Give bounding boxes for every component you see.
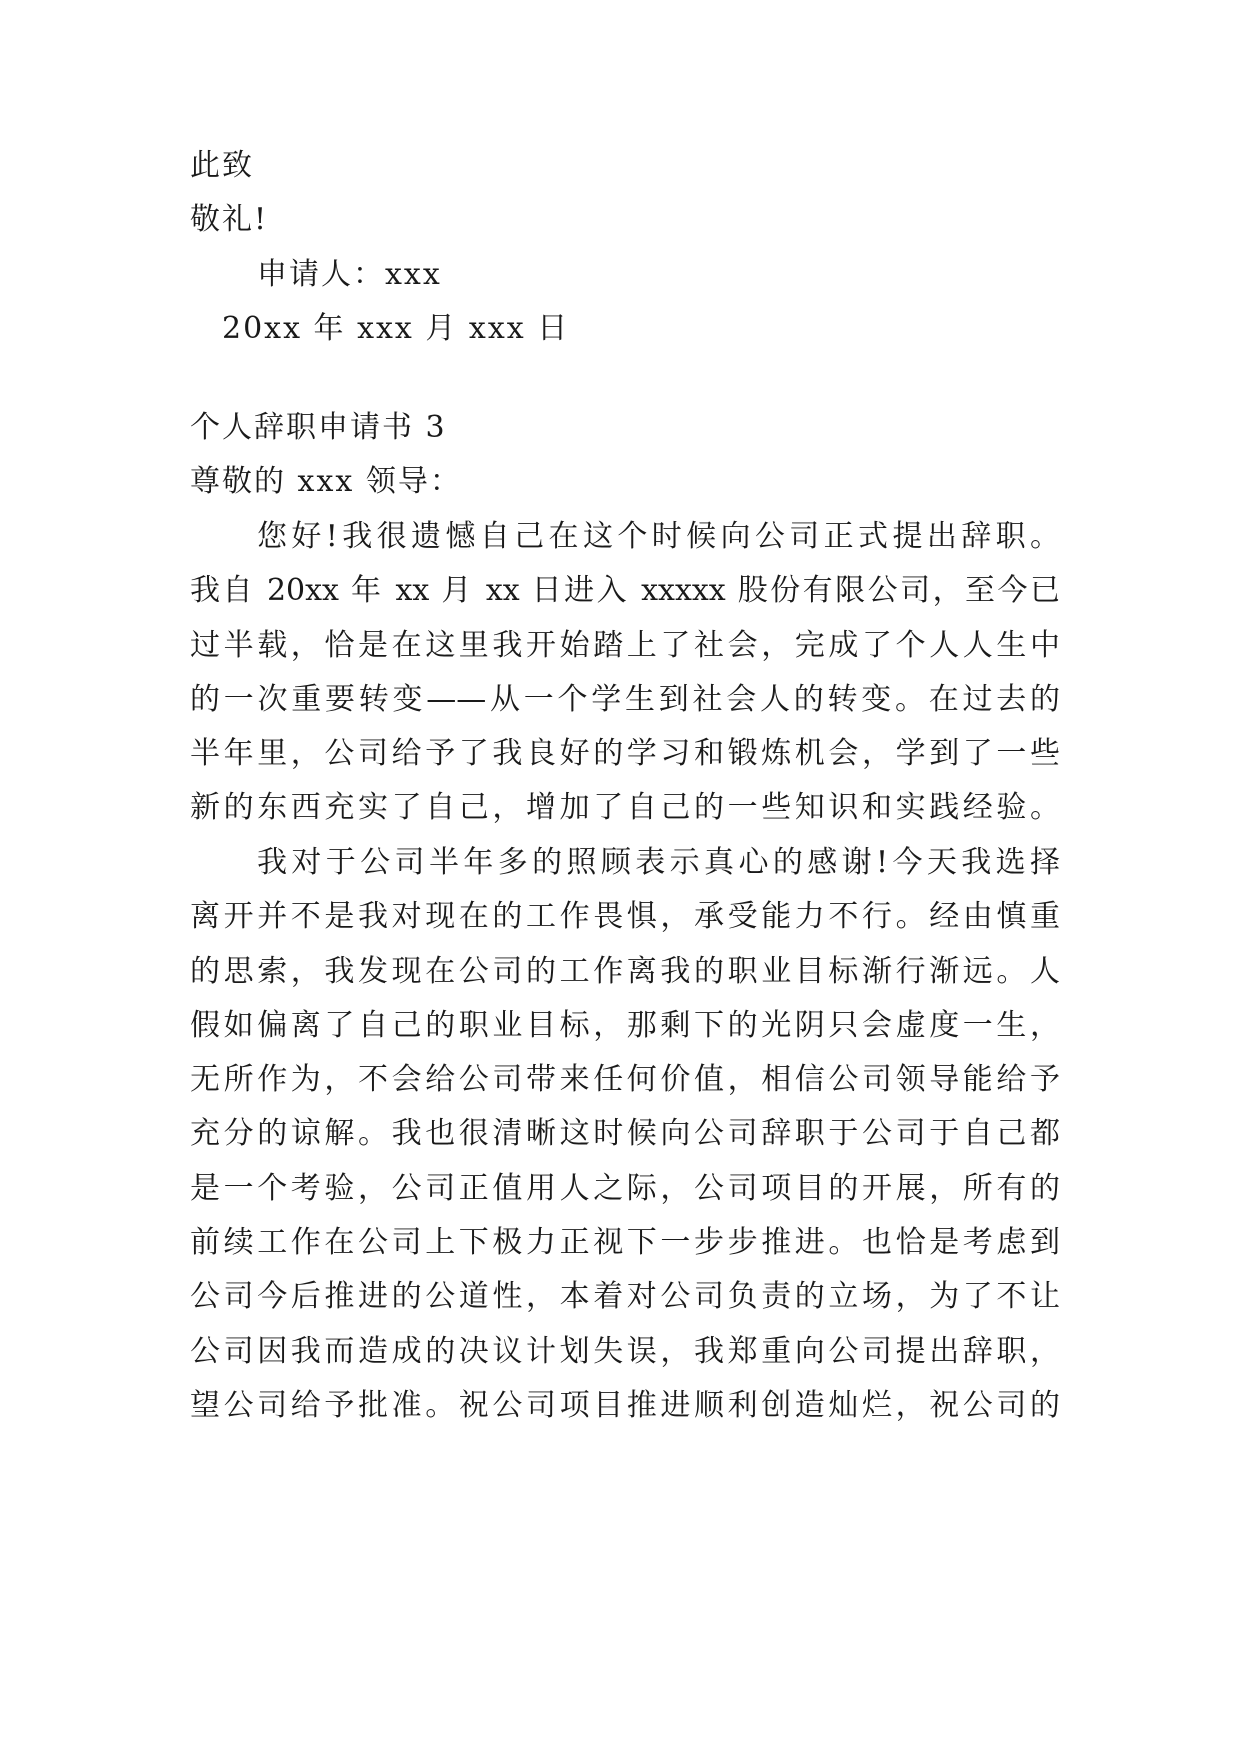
paragraph-2-line: 的思索，我发现在公司的工作离我的职业目标渐行渐远。人: [190, 954, 1060, 989]
paragraph-2-line: 是一个考验，公司正值用人之际，公司项目的开展，所有的: [190, 1171, 1060, 1206]
closing-salutation-2: 敬礼!: [190, 202, 269, 237]
letter-greeting: 尊敬的 xxx 领导：: [190, 464, 462, 499]
paragraph-2-line: 离开并不是我对现在的工作畏惧，承受能力不行。经由慎重: [190, 899, 1060, 934]
paragraph-1-line: 的一次重要转变——从一个学生到社会人的转变。在过去的: [190, 682, 1060, 717]
paragraph-2-line: 假如偏离了自己的职业目标，那剩下的光阴只会虚度一生，: [190, 1008, 1060, 1043]
letter-title: 个人辞职申请书 3: [190, 410, 447, 445]
paragraph-1-line: 我自 20xx 年 xx 月 xx 日进入 xxxxx 股份有限公司，至今已: [190, 573, 1060, 608]
signature-date: 20xx 年 xxx 月 xxx 日: [222, 311, 570, 346]
paragraph-2-line: 公司今后推进的公道性，本着对公司负责的立场，为了不让: [190, 1279, 1060, 1314]
paragraph-2-line: 我对于公司半年多的照顾表示真心的感谢!今天我选择: [257, 845, 1060, 880]
paragraph-2-line: 前续工作在公司上下极力正视下一步步推进。也恰是考虑到: [190, 1225, 1060, 1260]
paragraph-1-line: 您好!我很遗憾自己在这个时候向公司正式提出辞职。: [257, 519, 1060, 554]
paragraph-1-line: 过半载，恰是在这里我开始踏上了社会，完成了个人人生中: [190, 628, 1060, 663]
paragraph-2-line: 充分的谅解。我也很清晰这时候向公司辞职于公司于自己都: [190, 1116, 1060, 1151]
applicant-signature: 申请人：xxx: [257, 257, 442, 292]
paragraph-2-line: 公司因我而造成的决议计划失误，我郑重向公司提出辞职，: [190, 1334, 1060, 1369]
paragraph-2-line: 望公司给予批准。祝公司项目推进顺利创造灿烂，祝公司的: [190, 1388, 1060, 1423]
closing-salutation-1: 此致: [190, 148, 254, 183]
paragraph-2-line: 无所作为，不会给公司带来任何价值，相信公司领导能给予: [190, 1062, 1060, 1097]
paragraph-1-line: 半年里，公司给予了我良好的学习和锻炼机会，学到了一些: [190, 736, 1060, 771]
paragraph-1-line: 新的东西充实了自己，增加了自己的一些知识和实践经验。: [190, 790, 1060, 825]
